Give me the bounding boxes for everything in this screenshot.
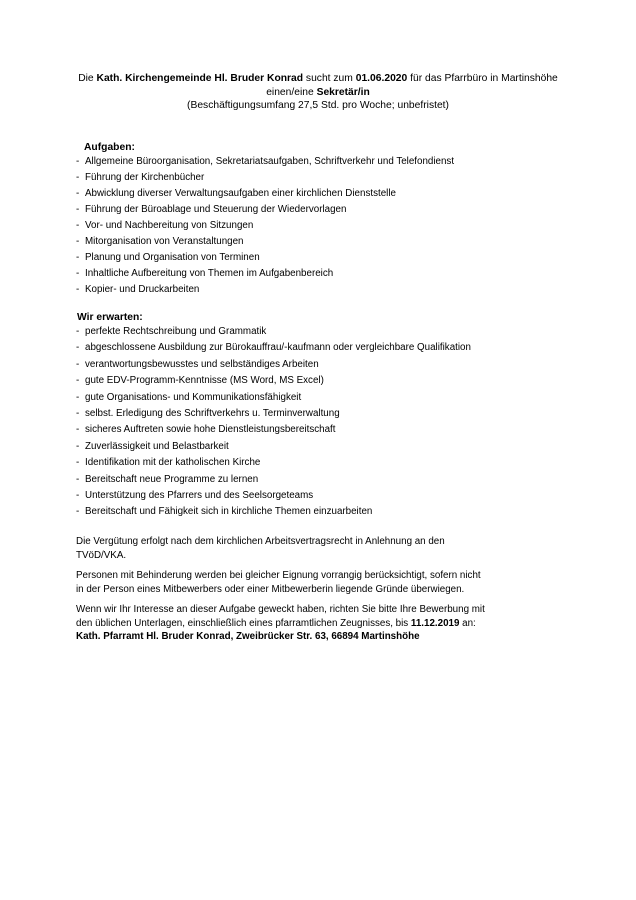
position-title: Sekretär/in <box>316 86 370 98</box>
application-deadline: 11.12.2019 <box>410 617 460 629</box>
list-item: - Abwicklung diverser Verwaltungsaufgaben einer kirchlichen Dienststelle <box>76 186 454 202</box>
list-item: - Inhaltliche Aufbereitung von Themen im Aufgabenbereich <box>76 266 454 282</box>
list-item: - Planung und Organisation von Terminen <box>76 250 454 266</box>
list-item: - Bereitschaft neue Programme zu lernen <box>76 472 471 488</box>
disability-paragraph: Personen mit Behinderung werden bei gleicher Eignung vorrangig berücksichtigt, sofern nicht in der Person eines Mitbewerbers oder einer Mitbewerberin liegende Gründe überwiegen. <box>76 570 481 595</box>
header-line-1: Die Kath. Kirchengemeinde Hl. Bruder Konrad sucht zum 01.06.2020 für das Pfarrbüro in Martinshöhe <box>78 73 558 84</box>
list-item: - Führung der Büroablage und Steuerung der Wiedervorlagen <box>76 202 454 218</box>
application-paragraph: Wenn wir Ihr Interesse an dieser Aufgabe geweckt haben, richten Sie bitte Ihre Bewerbung mit den üblichen Unterlagen, einschließlich eines pfarramtlichen Zeugnisses, bis 11.12.2019 an: Kath. Pfarramt Hl. Bruder Konrad, Zweibrücker Str. 63, 66894 Martinshöhe <box>76 604 485 642</box>
parish-name: Kath. Kirchengemeinde Hl. Bruder Konrad <box>96 73 304 84</box>
expectations-list <box>76 324 471 521</box>
list-item: - gute EDV-Programm-Kenntnisse (MS Word, MS Excel) <box>76 373 471 389</box>
list-item: - selbst. Erledigung des Schriftverkehrs u. Terminverwaltung <box>76 406 471 422</box>
list-item: - Mitorganisation von Veranstaltungen <box>76 234 454 250</box>
employment-scope: (Beschäftigungsumfang 27,5 Std. pro Woche; unbefristet) <box>187 100 449 111</box>
application-address: Kath. Pfarramt Hl. Bruder Konrad, Zweibrücker Str. 63, 66894 Martinshöhe <box>76 631 420 642</box>
list-item: - Zuverlässigkeit und Belastbarkeit <box>76 439 471 455</box>
tasks-list <box>76 154 454 298</box>
list-item: - perfekte Rechtschreibung und Grammatik <box>76 324 471 340</box>
list-item: - Bereitschaft und Fähigkeit sich in kirchliche Themen einzuarbeiten <box>76 504 471 520</box>
start-date: 01.06.2020 <box>355 73 408 84</box>
expectations-heading: Wir erwarten: <box>77 312 143 323</box>
list-item: - abgeschlossene Ausbildung zur Bürokauffrau/-kaufmann oder vergleichbare Qualifikation <box>76 340 471 356</box>
list-item: - Vor- und Nachbereitung von Sitzungen <box>76 218 454 234</box>
list-item: - gute Organisations- und Kommunikationsfähigkeit <box>76 390 471 406</box>
list-item: - Identifikation mit der katholischen Kirche <box>76 455 471 471</box>
list-item: - Allgemeine Büroorganisation, Sekretariatsaufgaben, Schriftverkehr und Telefondienst <box>76 154 454 170</box>
job-header <box>40 72 596 113</box>
salary-paragraph: Die Vergütung erfolgt nach dem kirchlichen Arbeitsvertragsrecht in Anlehnung an den TVöD/VKA. <box>76 536 445 561</box>
list-item: - Führung der Kirchenbücher <box>76 170 454 186</box>
header-line-2: einen/eine Sekretär/in <box>266 86 370 98</box>
list-item: - Unterstützung des Pfarrers und des Seelsorgeteams <box>76 488 471 504</box>
list-item: - verantwortungsbewusstes und selbständiges Arbeiten <box>76 357 471 373</box>
list-item: - sicheres Auftreten sowie hohe Dienstleistungsbereitschaft <box>76 422 471 438</box>
list-item: - Kopier- und Druckarbeiten <box>76 282 454 298</box>
tasks-heading: Aufgaben: <box>84 142 135 153</box>
